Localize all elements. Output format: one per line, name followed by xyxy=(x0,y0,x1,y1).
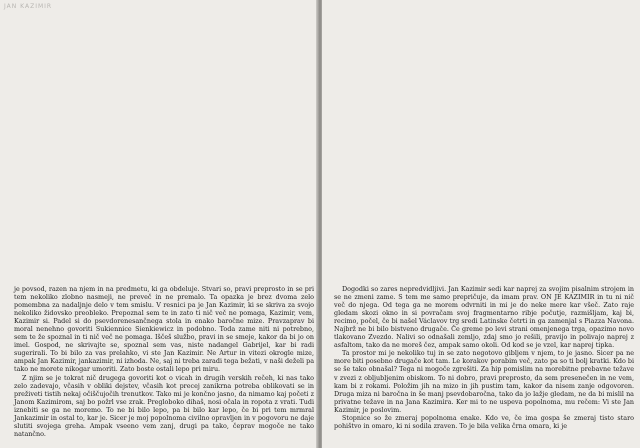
left-page-text xyxy=(14,285,314,438)
right-paragraph-1: Dogodki so zares nepredvidljivi. Jan Kazimir sedi kar naprej za svojim pisalnim strojem in se ne zmeni zame. S tem me samo prepričuje, da imam prav. ON JE KAZIMIR in tu ni nič več do njega. Od tega ga ne morem odvrniti in mi je do neke mere kar všeč. Zato raje gledam skozi okno in si povračam svoj fragmentarno ribje počutje, razmišljam, kaj bi, recimo, počel, če bi našel Václavov trg sredi Latinske četrti in ga zamenjal s Piazza Navona. Najbrž ne bi bilo bistveno drugače. Če greme po levi strani omenjenega trga, opazimo novo tlakovano Zvezdo. Nalivi so odnašali zemljo, zdaj smo jo rešili, pravijo in polivajo naprej z asfaltom, tako da ne moreš čez, ampak samo okoli. Od kod se je vzel, kar naprej tipka. xyxy=(334,285,634,350)
right-page xyxy=(322,0,640,448)
left-paragraph-1: je povsod, razen na njem in na predmetu, ki ga obdeluje. Stvari so, pravi preprosto in se pri tem nekoliko zlobno nasmeji, ne preveč in ne premalo. Ta opazka je brez dvoma zelo pomembna za nadaljnje delo v tem smislu. V resnici pa je Jan Kazimir, ki se skriva za svojo nekoliko židovsko preobleko. Prepoznal sem te in zato ti nič več ne pomaga, Kazimir, vem, Kazimir si. Padel si do psevdorenesančnega stola in enako baročne mize. Pravzaprav bi moral nenehno govoriti Sukiennice Sienkiewicz in podobno. Toda zame niti ni potrebno, sem te že spoznal in ti nič več ne pomaga. Iščeš službo, pravi in se smeje, kakor da bi jo on imel. Gospod, ne skrivajte se, spoznal sem vas, niste nadangel Gabrijel, kar bi radi sugerirali. To bi bilo za vas prelahko, vi ste Jan Kazimir. Ne Artur in vitezi okrogle mize, ampak Jan Kazimir, jankazimir, ni izhoda. Ne, saj ni treba zaradi tega bežati, v naši deželi pa tako ne morete nikogar umoriti. Zato boste ostali lepo pri miru. xyxy=(14,285,315,374)
left-page xyxy=(0,0,318,448)
running-head: JAN KAZIMIR xyxy=(4,3,53,10)
right-paragraph-3: Stopnice so že zmeraj popolnoma enake. Kdo ve, če ima gospa še zmeraj tisto staro pohištvo in omaro, ki ni sodila zraven. To je bila velika črna omara, ki je xyxy=(334,413,634,430)
right-page-text xyxy=(334,285,634,430)
right-paragraph-2: Ta prostor mi je nekoliko tuj in se zato negotovo gibljem v njem, to je jasno. Sicer pa ne more biti posebno drugače kot tam. Le korakov porabim več, zato pa so ti bolj kratki. Kdo bi se še tako obnašal? Tega ni mogoče zgrešiti. Za hip pomislim na morebitne prebavne težave v zvezi z obljubljenim obiskom. To ni dobro, pravi preprosto, da sem presenečen in ne vem, kam bi z rokami. Položim jih na mizo in jih pustim tam, kakor da nisem zanje odgovoren. Druga miza ni baročna in še manj psevdobaročna, tako da jo lažje gledam, ne da bi mislil na privatne težave in na Jana Kazimira. Ker mi to ne uspeva popolnoma, mu rečem: Vi ste Jan Kazimir, je poslovim. xyxy=(334,349,634,414)
left-paragraph-2: Z njim se je tokrat nič drugega govoriti kot o vicah in drugih verskih rečeh, ki nas tako zelo zadevajo, včasih v obliki dejstev, včasih kot precej zanikrna potreba oblikovati se in preživeti tistih nekaj očiščujočih trenutkov. Tako mi je končno jasno, da nimamo kaj početi z Janom Kazimirom, saj bo požrl vse zrak. Pregloboko dihaš, nosi očala in ropota z vrati. Tudi iznebiti se ga ne moremo. To ne bi bilo lepo, pa bi bilo kar lepo, če bi pri tem mrmral Jankazimir in ostal to, kar je. Sicer je moj popolnoma civilno opravljen in v pogovoru ne daje slutiti svojega greha. Ampak vseeno vem zanj, drugi pa tako, čeprav mogoče ne tako natančno. xyxy=(14,373,314,438)
